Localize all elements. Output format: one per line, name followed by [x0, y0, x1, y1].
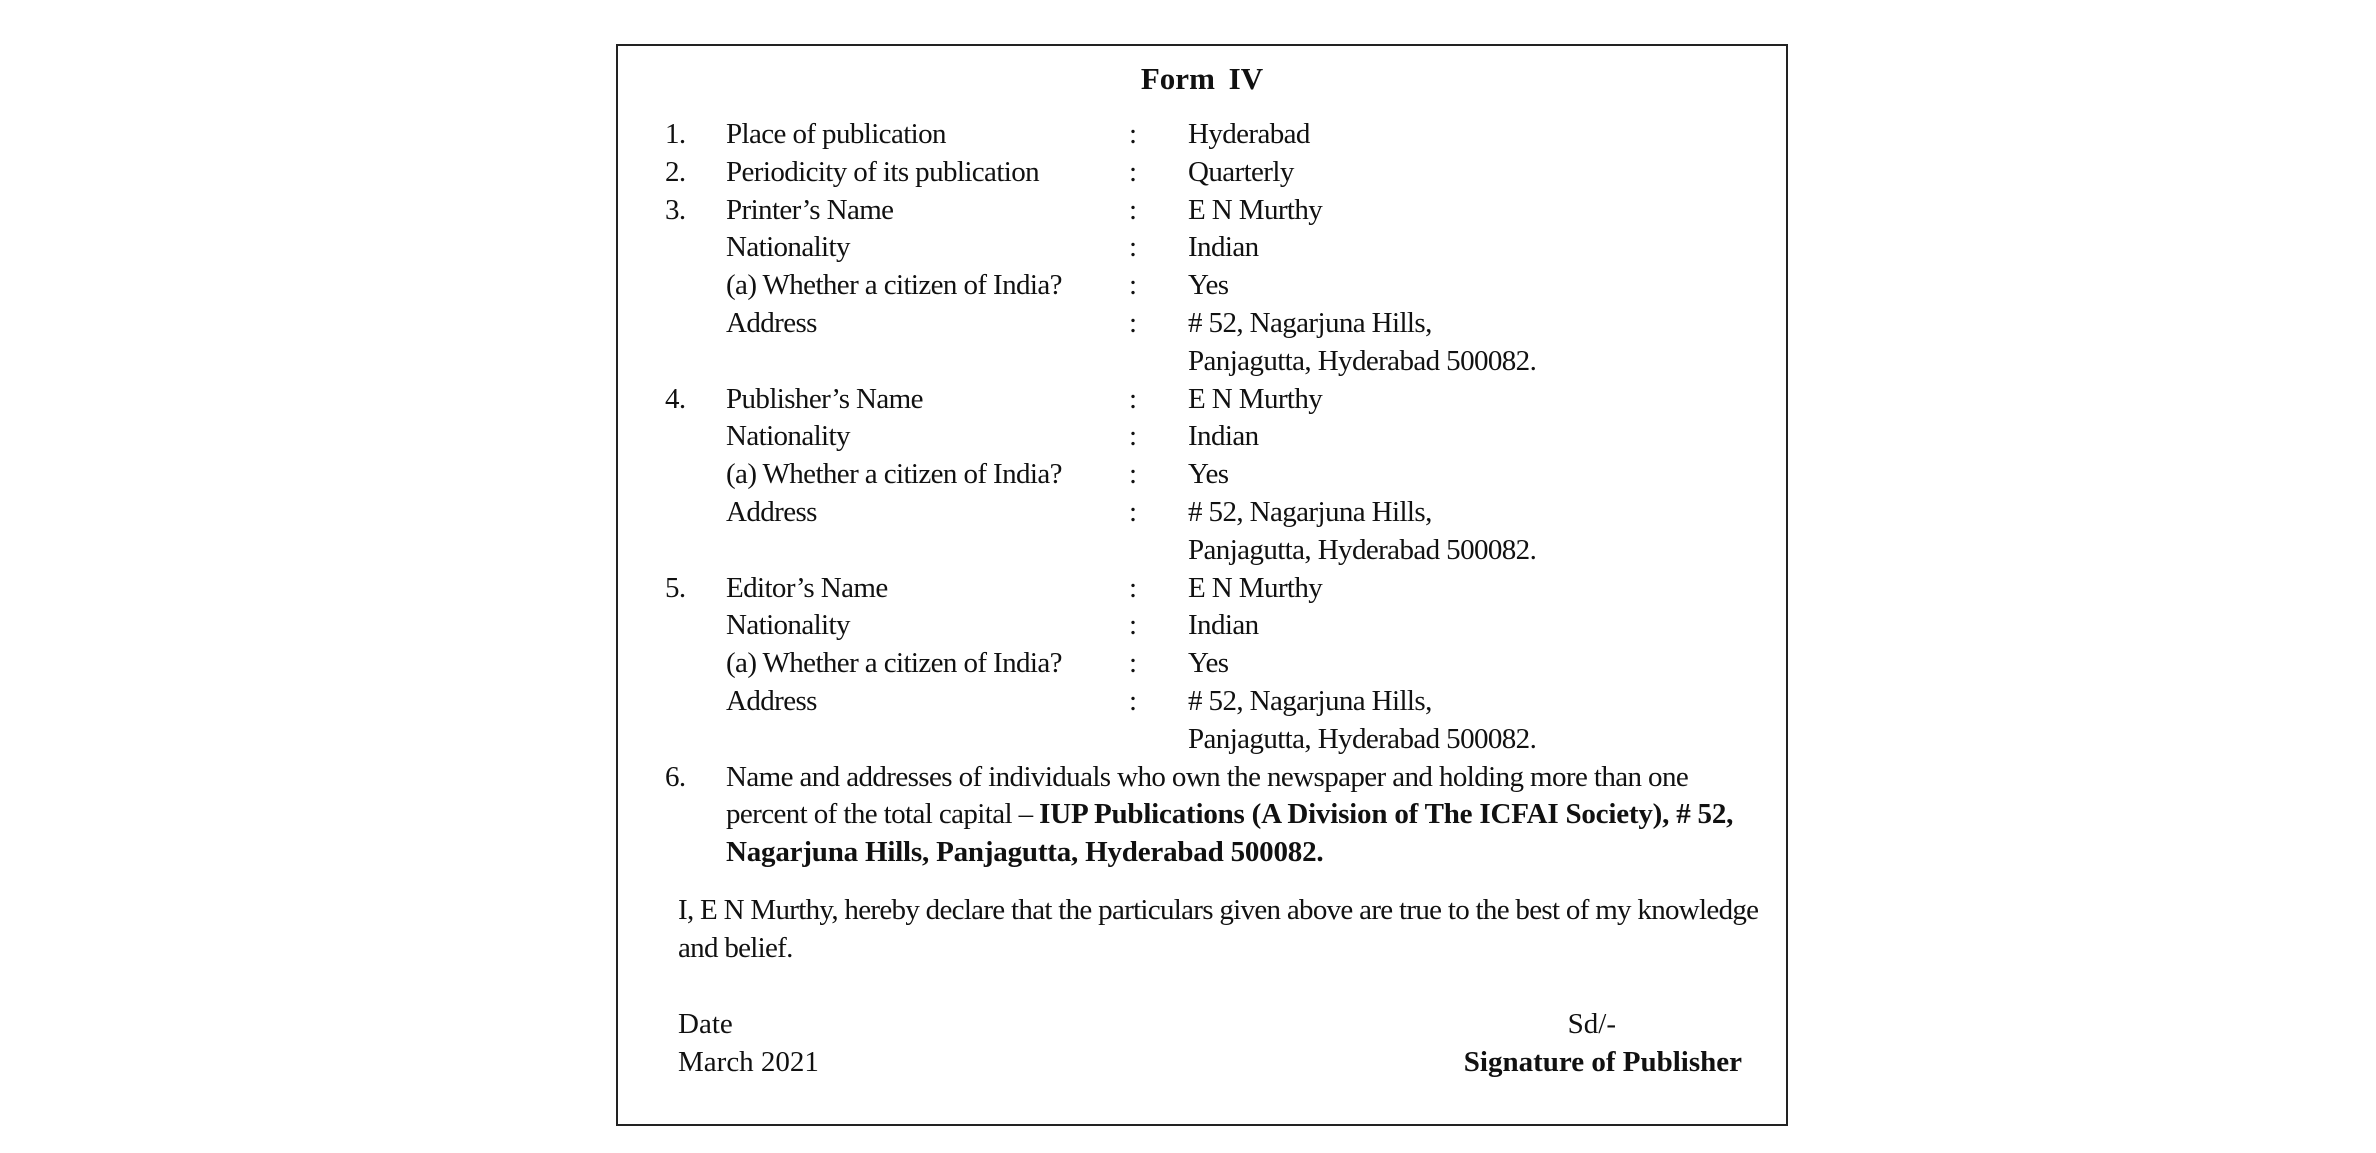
row-label: Publisher’s Name: [726, 382, 923, 415]
row-colon: :: [1129, 458, 1137, 491]
row-label: (a) Whether a citizen of India?: [726, 269, 1062, 302]
row-value: Yes: [1188, 269, 1229, 302]
form-row: [618, 456, 1786, 494]
row-value: Yes: [1188, 458, 1229, 491]
row-label: Editor’s Name: [726, 571, 888, 604]
form-row: [618, 229, 1786, 267]
row-label: Periodicity of its publication: [726, 155, 1040, 188]
row-colon: :: [1129, 231, 1137, 264]
signature-block: [1464, 1006, 1742, 1082]
date-value: March 2021: [678, 1045, 819, 1078]
form-row: [618, 721, 1786, 759]
signature-label: Signature of Publisher: [1463, 1045, 1742, 1078]
form-row: [618, 267, 1786, 305]
form-row: [618, 607, 1786, 645]
row-colon: :: [1129, 118, 1137, 150]
row-label: Address: [726, 306, 817, 339]
row-colon: :: [1129, 647, 1137, 680]
row-colon: :: [1129, 382, 1137, 415]
form-row: [618, 532, 1786, 570]
item6-owner-text: IUP Publications (A Division of The ICFAI Society), # 52, Nagarjuna Hills, Panjagutta, Hyderabad 500082.: [726, 798, 1734, 869]
form-row: [618, 683, 1786, 721]
row-value: Hyderabad: [1188, 118, 1310, 150]
row-value: Quarterly: [1188, 155, 1294, 188]
row-colon: :: [1129, 495, 1137, 528]
form-row: [618, 154, 1786, 192]
row-label: Nationality: [726, 609, 850, 642]
form-row: [618, 418, 1786, 456]
form-row: [618, 305, 1786, 343]
row-value: Indian: [1188, 609, 1259, 642]
row-label: Place of publication: [726, 118, 946, 150]
form-row: [618, 494, 1786, 532]
form-title: Form IV: [1140, 61, 1264, 96]
item6-text: [726, 759, 1766, 872]
form-iv-document: [616, 44, 1788, 1126]
form-row: [618, 645, 1786, 683]
row-value: E N Murthy: [1188, 571, 1323, 604]
row-colon: :: [1129, 571, 1137, 604]
row-value: # 52, Nagarjuna Hills,: [1188, 306, 1432, 339]
item6-plain-text: Name and addresses of individuals who own the newspaper and holding more than one percent of the total capital –: [726, 760, 1689, 831]
row-value: # 52, Nagarjuna Hills,: [1188, 495, 1432, 528]
row-colon: :: [1129, 420, 1137, 453]
form-row: [618, 116, 1786, 154]
row-number: 1.: [665, 118, 686, 150]
row-label: Address: [726, 495, 817, 528]
row-label: Address: [726, 684, 817, 717]
row-colon: :: [1129, 269, 1137, 302]
row-label: Printer’s Name: [726, 193, 894, 226]
form-row: [618, 381, 1786, 419]
row-number: 4.: [665, 382, 686, 415]
row-label: Nationality: [726, 420, 850, 453]
row-colon: :: [1129, 609, 1137, 642]
form-row: [618, 192, 1786, 230]
row-value: # 52, Nagarjuna Hills,: [1188, 684, 1432, 717]
row-label: (a) Whether a citizen of India?: [726, 458, 1062, 491]
form-item-6: [618, 759, 1786, 872]
date-block: [678, 1006, 819, 1082]
declaration-text: I, E N Murthy, hereby declare that the particulars given above are true to the best of my knowledge and belief.: [678, 894, 1759, 964]
row-value: E N Murthy: [1188, 193, 1323, 226]
row-label: (a) Whether a citizen of India?: [726, 647, 1062, 680]
row-value: E N Murthy: [1188, 382, 1323, 415]
row-colon: :: [1129, 306, 1137, 339]
row-value: Indian: [1188, 420, 1259, 453]
date-label: Date: [678, 1008, 733, 1040]
row-number: 3.: [665, 193, 686, 226]
row-number: 2.: [665, 155, 686, 188]
row-value: Panjagutta, Hyderabad 500082.: [1188, 344, 1537, 377]
row-colon: :: [1129, 155, 1137, 188]
row-value: Panjagutta, Hyderabad 500082.: [1188, 533, 1537, 566]
row-value: Indian: [1188, 231, 1259, 264]
row-label: Nationality: [726, 231, 850, 264]
row-number: 6.: [665, 760, 686, 793]
row-value: Yes: [1188, 647, 1229, 680]
row-colon: :: [1129, 193, 1137, 226]
sd-mark: Sd/-: [1567, 1008, 1616, 1040]
row-value: Panjagutta, Hyderabad 500082.: [1188, 722, 1537, 755]
form-items: [618, 116, 1786, 872]
row-number: 5.: [665, 571, 686, 604]
row-colon: :: [1129, 684, 1137, 717]
form-row: [618, 343, 1786, 381]
form-row: [618, 570, 1786, 608]
